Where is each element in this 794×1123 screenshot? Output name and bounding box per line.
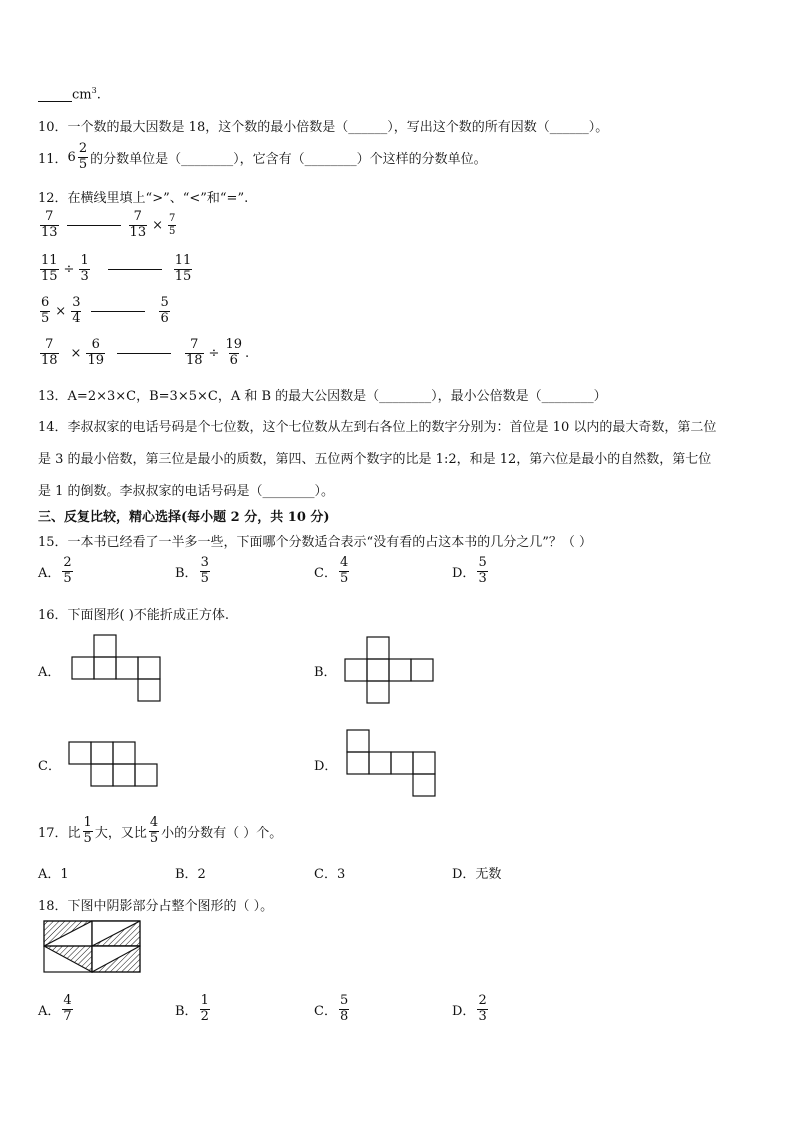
mixed-fraction	[78, 142, 88, 173]
q17-option-c[interactable]: C．3	[314, 867, 346, 882]
operator: ×	[152, 217, 163, 233]
fraction	[40, 338, 59, 369]
numerator: 7	[190, 337, 199, 352]
fraction	[159, 296, 169, 327]
compare-blank[interactable]	[91, 311, 145, 312]
numerator: 7	[169, 213, 176, 225]
numerator: 2	[478, 993, 487, 1008]
period: .	[245, 345, 250, 361]
denominator: 5	[149, 830, 159, 846]
denominator: 15	[174, 268, 192, 284]
denominator: 13	[129, 224, 147, 240]
compare-blank[interactable]	[108, 269, 162, 270]
fraction	[174, 254, 193, 285]
numerator: 1	[200, 993, 209, 1008]
section-heading: 三、反复比较，精心选择(每小题 2 分，共 10 分)	[38, 510, 330, 525]
denominator: 3	[478, 1008, 487, 1024]
denominator: 18	[41, 352, 58, 368]
unit-exponent: 3	[91, 86, 97, 95]
q15-option-c[interactable]	[314, 556, 351, 587]
denominator: 5	[169, 225, 176, 237]
fraction	[477, 556, 487, 587]
fraction	[168, 213, 176, 237]
denominator: 5	[78, 156, 88, 172]
option-label: D．	[452, 1003, 476, 1019]
fraction	[71, 296, 81, 327]
numerator: 2	[78, 141, 88, 156]
numerator: 4	[339, 555, 349, 570]
question-text: 小的分数有（ ）个。	[161, 825, 283, 841]
question-14-line-2: 是 3 的最小倍数，第三位是最小的质数，第四、五位两个数字的比是 1:2，和是 12，第六位是最小的自然数，第七位	[38, 452, 712, 467]
numerator: 4	[63, 993, 72, 1008]
q9-tail	[38, 86, 101, 102]
period: .	[96, 87, 101, 103]
fraction	[40, 210, 59, 241]
option-label: D．	[452, 565, 476, 581]
q18-option-c[interactable]	[314, 994, 351, 1025]
q18-option-b[interactable]	[175, 994, 212, 1025]
question-16: 16．下面图形( )不能折成正方体.	[38, 608, 229, 623]
operator: ÷	[63, 261, 75, 277]
fraction	[185, 338, 204, 369]
fraction	[83, 816, 93, 847]
q17-option-a[interactable]: A．1	[38, 867, 69, 882]
fraction	[40, 296, 50, 327]
fraction	[224, 338, 243, 369]
q15-option-b[interactable]	[175, 556, 212, 587]
question-10: 10．一个数的最大因数是 18，这个数的最小倍数是（______），写出这个数的所有因数（______）。	[38, 120, 609, 135]
denominator: 6	[229, 352, 238, 368]
mixed-whole: 6	[67, 149, 76, 165]
q12-row-1	[38, 210, 178, 241]
numerator: 5	[478, 555, 487, 570]
q15-option-d[interactable]	[452, 556, 490, 587]
question-13: 13．A=2×3×C，B=3×5×C，A 和 B 的最大公因数是（________），最小公倍数是（________）	[38, 389, 607, 404]
net-figure-c	[68, 741, 160, 789]
numerator: 5	[160, 295, 169, 310]
fraction	[339, 556, 349, 587]
denominator: 7	[63, 1008, 72, 1024]
shaded-rectangle-figure	[43, 920, 141, 974]
option-label: A．	[38, 1003, 61, 1019]
denominator: 2	[200, 1008, 209, 1024]
numerator: 1	[83, 815, 92, 830]
option-label: C．	[314, 565, 337, 581]
fraction	[62, 994, 72, 1025]
numerator: 7	[45, 209, 54, 224]
net-figure-d	[346, 729, 438, 799]
denominator: 5	[83, 830, 92, 846]
denominator: 4	[72, 310, 81, 326]
denominator: 3	[478, 570, 487, 586]
question-17	[38, 816, 282, 847]
numerator: 2	[63, 555, 72, 570]
fraction	[339, 994, 349, 1025]
compare-blank[interactable]	[117, 353, 171, 354]
numerator: 7	[45, 337, 54, 352]
fraction	[40, 254, 59, 285]
q17-option-b[interactable]: B．2	[175, 867, 206, 882]
denominator: 15	[41, 268, 58, 284]
question-14-line-3: 是 1 的倒数。李叔叔家的电话号码是（________）。	[38, 484, 335, 499]
q12-row-4	[38, 338, 249, 369]
numerator: 6	[41, 295, 50, 310]
option-label: A．	[38, 565, 61, 581]
option-label: B．	[175, 565, 198, 581]
q17-option-d[interactable]: D．无数	[452, 867, 502, 882]
numerator: 5	[339, 993, 349, 1008]
question-11	[38, 142, 487, 173]
answer-blank[interactable]	[38, 89, 72, 102]
q15-option-a[interactable]	[38, 556, 75, 587]
denominator: 6	[160, 310, 169, 326]
numerator: 6	[91, 337, 100, 352]
q16-option-d-label[interactable]: D．	[314, 759, 338, 774]
denominator: 5	[200, 570, 209, 586]
net-figure-b	[345, 636, 435, 704]
fraction	[200, 994, 210, 1025]
q16-option-a-label[interactable]: A．	[38, 665, 61, 680]
numerator: 1	[80, 253, 89, 268]
net-figure-a	[72, 634, 162, 702]
numerator: 11	[41, 253, 58, 268]
question-14-line-1: 14．李叔叔家的电话号码是个七位数，这个七位数从左到右各位上的数字分别为：首位是 10 以内的最大奇数，第二位	[38, 420, 717, 435]
question-15: 15．一本书已经看了一半多一些，下面哪个分数适合表示“没有看的占这本书的几分之几”？（ ）	[38, 535, 592, 550]
denominator: 8	[339, 1008, 349, 1024]
compare-blank[interactable]	[67, 225, 121, 226]
question-text: 17．比	[38, 825, 81, 841]
q16-option-c-label[interactable]: C．	[38, 759, 61, 774]
question-number: 11．	[38, 151, 68, 167]
fraction	[86, 338, 105, 369]
fraction	[200, 556, 210, 587]
denominator: 13	[41, 224, 58, 240]
numerator: 19	[225, 337, 242, 352]
denominator: 5	[41, 310, 50, 326]
q16-option-b-label[interactable]: B．	[314, 665, 337, 680]
numerator: 4	[149, 815, 159, 830]
denominator: 5	[339, 570, 349, 586]
question-12: 12．在横线里填上“>”、“<”和“=”.	[38, 191, 249, 206]
numerator: 3	[200, 555, 209, 570]
question-text: 大，又比	[94, 825, 147, 841]
operator: ÷	[208, 345, 220, 361]
operator: ×	[55, 303, 67, 319]
fraction	[149, 816, 159, 847]
q12-row-3	[38, 296, 172, 327]
q18-option-d[interactable]	[452, 994, 490, 1025]
fraction	[477, 994, 487, 1025]
q18-option-a[interactable]	[38, 994, 75, 1025]
fraction	[79, 254, 89, 285]
operator: ×	[70, 345, 82, 361]
denominator: 3	[80, 268, 89, 284]
denominator: 18	[186, 352, 203, 368]
fraction	[62, 556, 72, 587]
denominator: 5	[63, 570, 72, 586]
fraction	[129, 210, 148, 241]
option-label: B．	[175, 1003, 198, 1019]
unit-text: cm	[72, 87, 92, 103]
q12-row-2	[38, 254, 194, 285]
numerator: 7	[133, 209, 142, 224]
question-text: 的分数单位是（________），它含有（________）个这样的分数单位。	[90, 151, 487, 167]
numerator: 11	[174, 253, 192, 268]
denominator: 19	[87, 352, 104, 368]
numerator: 3	[72, 295, 81, 310]
option-label: C．	[314, 1003, 337, 1019]
question-18: 18．下图中阴影部分占整个图形的（ ）。	[38, 899, 274, 914]
